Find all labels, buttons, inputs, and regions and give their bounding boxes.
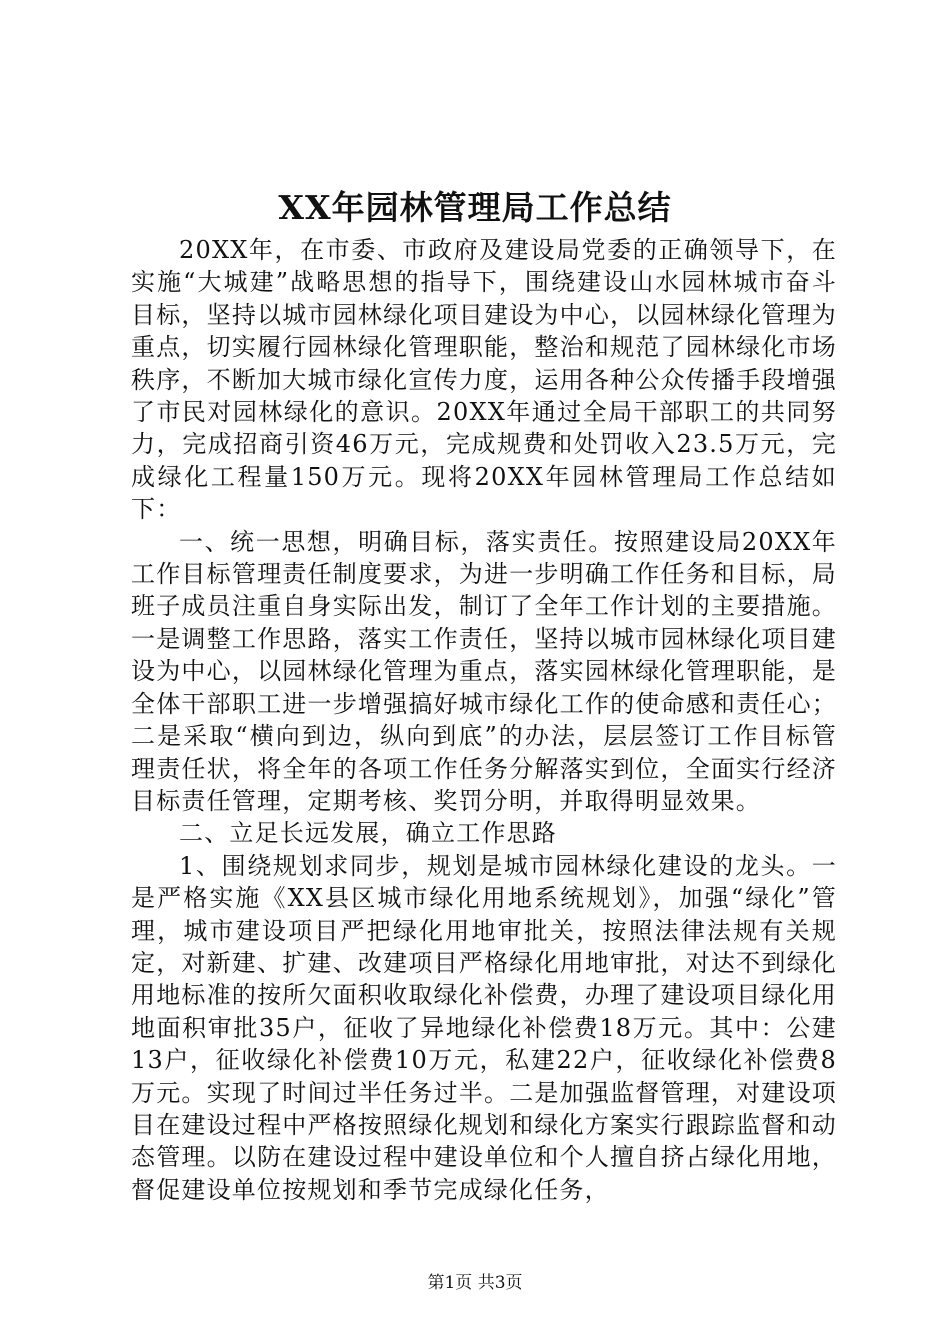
document-title: XX年园林管理局工作总结 [278, 188, 672, 227]
paragraph-section-2-heading: 二、立足长远发展，确立工作思路 [179, 819, 557, 848]
paragraph-intro: 20XX年，在市委、市政府及建设局党委的正确领导下，在实施“大城建”战略思想的指导下，围绕建设山水园林城市奋斗目标，坚持以城市园林绿化项目建设为中心，以园林绿化管理为重点，切实履行园林绿化管理职能，整治和规范了园林绿化市场秩序，不断加大城市绿化宣传力度，运用各种公众传播手段增强了市民对园林绿化的意识。20XX年通过全局干部职工的共同努力，完成招商引资46万元，完成规费和处罚收入23.5万元，完成绿化工程量150万元。现将20XX年园林管理局工作总结如下： [131, 236, 837, 524]
page-footer: 第1页 共3页 [427, 1273, 523, 1293]
paragraph-section-1: 一、统一思想，明确目标，落实责任。按照建设局20XX年工作目标管理责任制度要求，为进一步明确工作任务和目标，局班子成员注重自身实际出发，制订了全年工作计划的主要措施。一是调整工作思路，落实工作责任，坚持以城市园林绿化项目建设为中心，以园林绿化管理为重点，落实园林绿化管理职能，是全体干部职工进一步增强搞好城市绿化工作的使命感和责任心；二是采取“横向到边，纵向到底”的办法，层层签订工作目标管理责任状，将全年的各项工作任务分解落实到位，全面实行经济目标责任管理，定期考核、奖罚分明，并取得明显效果。 [131, 527, 837, 815]
document-body [131, 234, 837, 1206]
paragraph-section-2-item-1: 1、围绕规划求同步，规划是城市园林绿化建设的龙头。一是严格实施《XX县区城市绿化用地系统规划》，加强“绿化”管理，城市建设项目严把绿化用地审批关，按照法律法规有关规定，对新建、扩建、改建项目严格绿化用地审批，对达不到绿化用地标准的按所欠面积收取绿化补偿费，办理了建设项目绿化用地面积审批35户，征收了异地绿化补偿费18万元。其中：公建13户，征收绿化补偿费10万元，私建22户，征收绿化补偿费8万元。实现了时间过半任务过半。二是加强监督管理，对建设项目在建设过程中严格按照绿化规划和绿化方案实行跟踪监督和动态管理。以防在建设过程中建设单位和个人擅自挤占绿化用地，督促建设单位按规划和季节完成绿化任务， [131, 851, 837, 1204]
